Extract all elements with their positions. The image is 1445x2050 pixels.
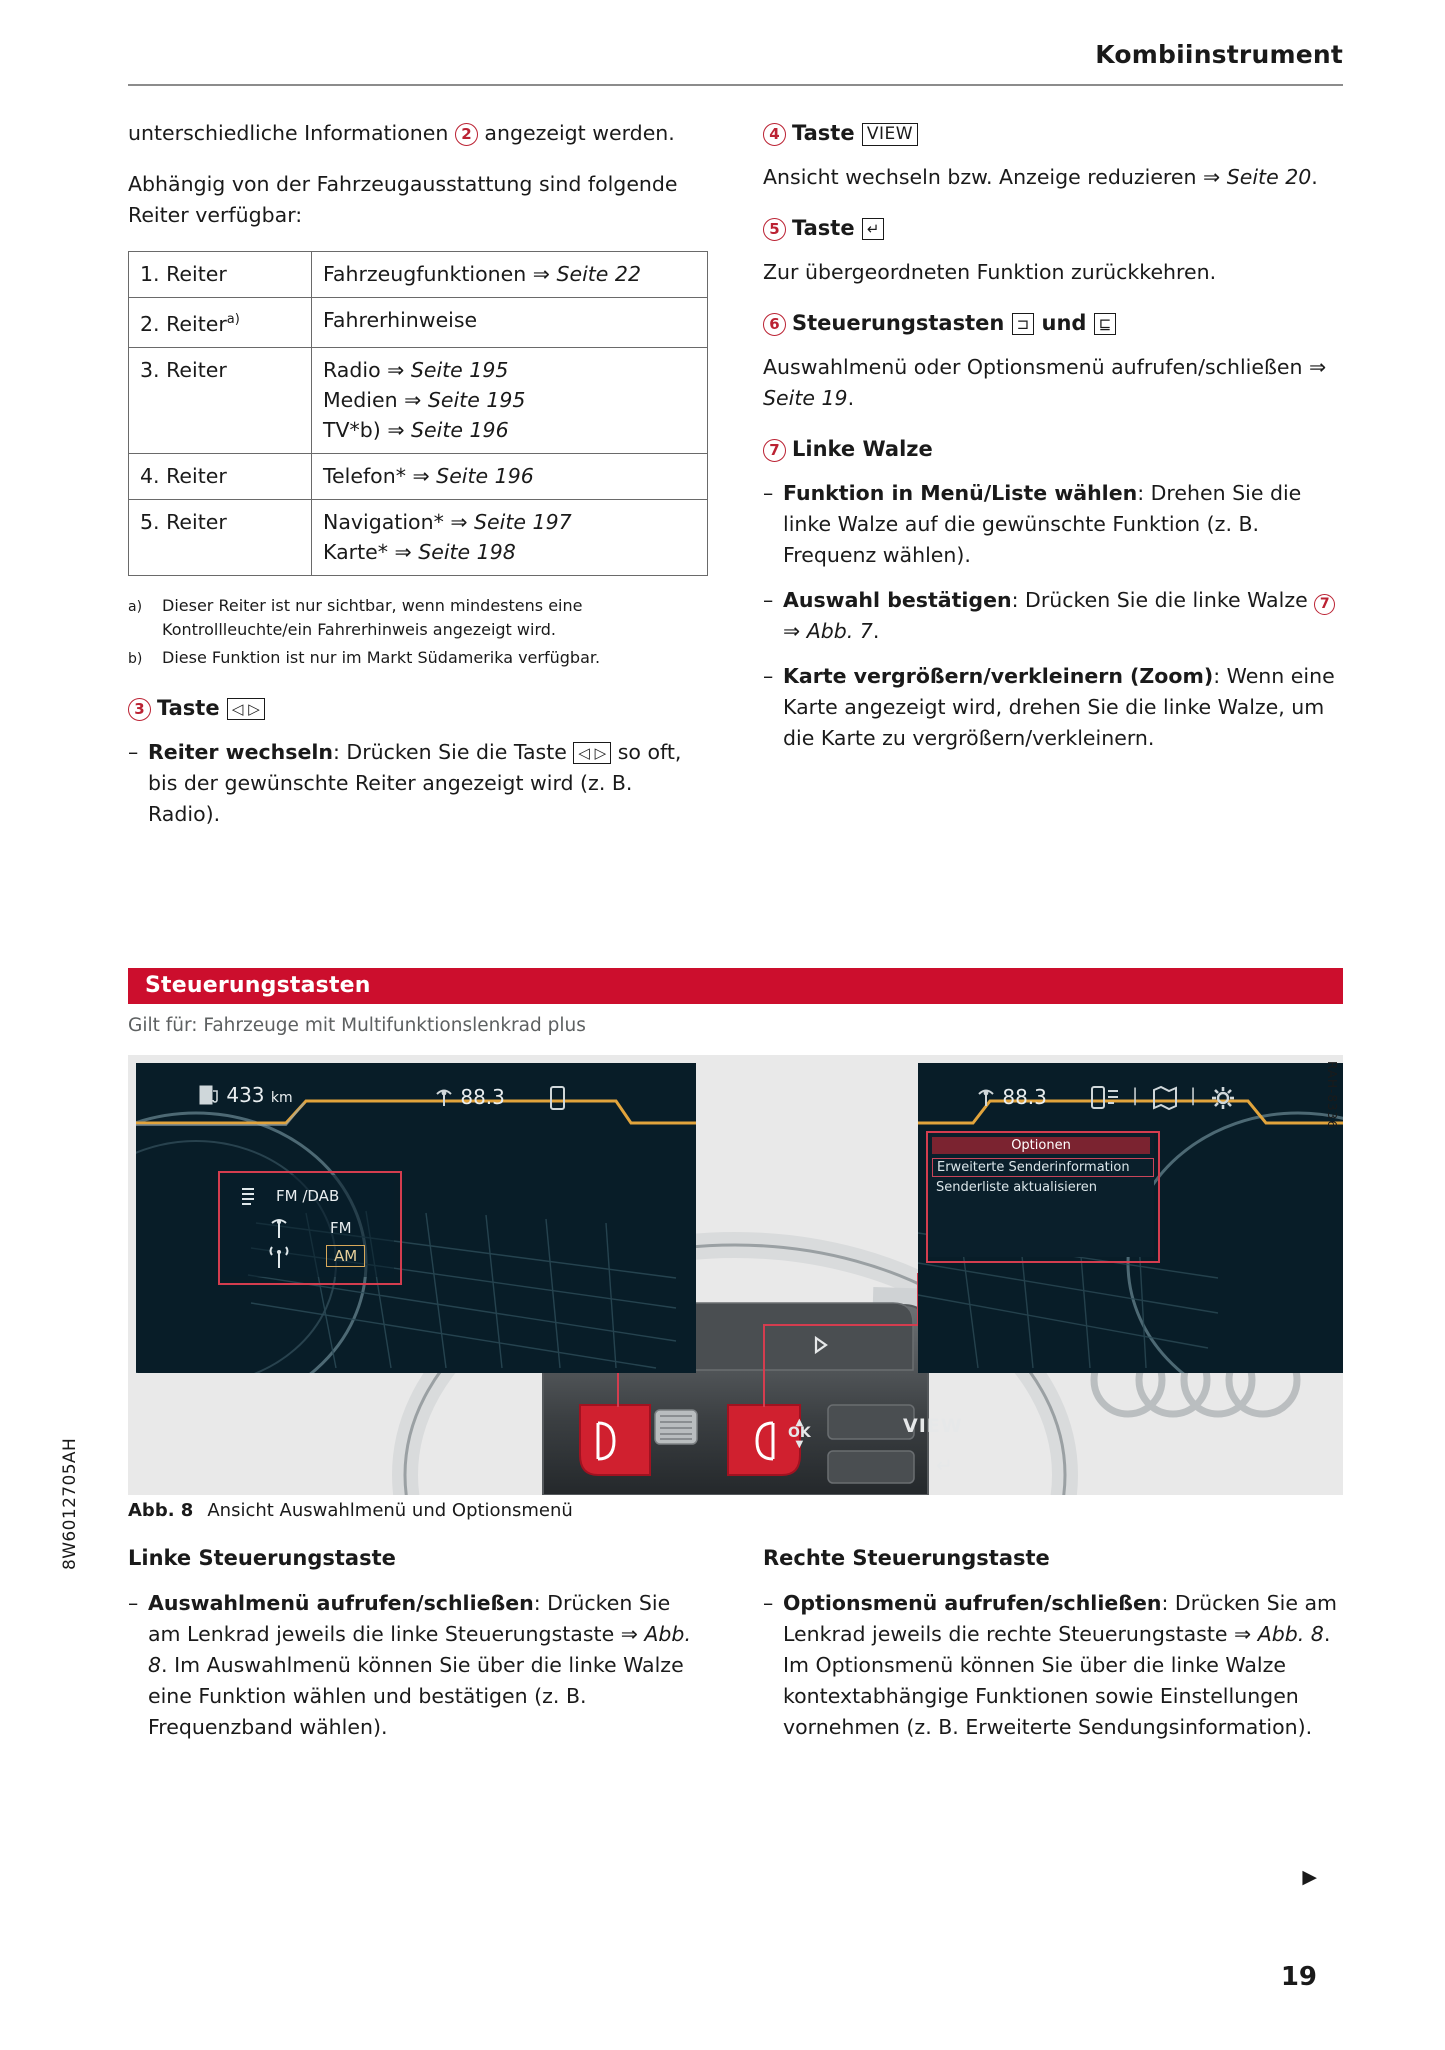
list-item [763, 585, 1343, 647]
phone-list-icon [548, 1085, 572, 1111]
gear-icon [1210, 1085, 1236, 1111]
reiter-value-text: Radio [323, 357, 388, 382]
reiter-label-cell [129, 298, 312, 348]
callout-5-text: Zur übergeordneten Funktion zurückkehren. [763, 260, 1217, 284]
table-row [129, 298, 708, 348]
bottom-right-bullets [763, 1588, 1343, 1743]
reiter-label-cell [129, 347, 312, 453]
ref-marker-7: 7 [1314, 594, 1335, 615]
phone-list-icon [1090, 1085, 1120, 1111]
bullet-title: Auswahl bestätigen [783, 588, 1012, 612]
options-menu-item-0[interactable]: Erweiterte Senderinformation [932, 1158, 1154, 1177]
reiter-value-cell [312, 252, 708, 298]
reiter-value-cell [312, 298, 708, 348]
reiter-value-text: Telefon* [323, 463, 413, 488]
callout-marker-6: 6 [763, 313, 786, 336]
selection-menu [222, 1175, 394, 1277]
footnote-a-mark: a) [128, 598, 143, 615]
antenna-icon [976, 1086, 996, 1108]
reiter-value-text: Karte* [323, 539, 395, 564]
reiter-value-text: Fahrerhinweise [323, 308, 478, 332]
reiter-table [128, 251, 708, 576]
left-frequency-value: 88.3 [460, 1085, 505, 1109]
footnote-b-mark: b) [128, 650, 143, 667]
up-arrow-icon: ▲ [795, 1417, 804, 1428]
reiter-value-ref[interactable]: ⇒ Seite 195 [387, 357, 509, 382]
left-frequency-readout [434, 1085, 505, 1109]
text6-pre: Auswahlmenü oder Optionsmenü aufrufen/schließen [763, 355, 1309, 379]
figure-inner [128, 1055, 1343, 1495]
callout-7-heading [763, 434, 1343, 464]
list-icon [238, 1185, 260, 1209]
bullet-text-b: . [872, 619, 880, 643]
right-control-key-icon: ⊑ [1094, 313, 1117, 335]
bullet-text-b: so oft, bis der gewünschte Reiter angezeigt wird (z. B. Radio). [148, 739, 682, 826]
callout-marker-4: 4 [763, 123, 786, 146]
reiter-line [323, 415, 696, 445]
footnote-a-text: Dieser Reiter ist nur sichtbar, wenn mindestens eine Kontrollleuchte/ein Fahrerhinweis angezeigt wird. [162, 595, 583, 639]
am-antenna-icon [266, 1245, 292, 1271]
callout-6-conj: und [1041, 311, 1087, 335]
left-control-key-icon: ⊐ [1012, 313, 1035, 335]
reiter-label: 2. Reiter [140, 311, 227, 336]
bullet-title: Auswahlmenü aufrufen/schließen [148, 1591, 534, 1615]
reiter-label: 4. Reiter [140, 463, 227, 488]
options-menu-title: Optionen [932, 1137, 1150, 1154]
footnote-marker-a: a) [226, 312, 240, 327]
back-button-label[interactable]: ↵ [936, 1453, 953, 1477]
reiter-line [323, 355, 696, 385]
reiter-value-ref[interactable]: ⇒ Seite 196 [387, 417, 509, 442]
bullet-text: : Wenn eine Karte angezeigt wird, drehen Sie die linke Walze, um die Karte zu vergrößern/verkleinern. [783, 664, 1335, 750]
reiter-value-ref[interactable]: ⇒ Seite 196 [412, 463, 534, 488]
table-row [129, 252, 708, 298]
divider-icon: | [1190, 1085, 1197, 1106]
callout-7-bullets [763, 478, 1343, 754]
footnote-a [128, 594, 708, 642]
section-band-title: Steuerungstasten [145, 973, 371, 998]
ok-button-label: OK [788, 1425, 811, 1441]
bullet-title: Funktion in Menü/Liste wählen [783, 481, 1138, 505]
reiter-value-ref[interactable]: ⇒ Seite 197 [450, 509, 572, 534]
ok-button-cluster[interactable] [788, 1417, 811, 1450]
list-item [128, 1588, 708, 1743]
table-row [129, 453, 708, 499]
figure-caption-text: Ansicht Auswahlmenü und Optionsmenü [207, 1500, 573, 1521]
footnote-b [128, 646, 708, 671]
reiter-table-body [129, 252, 708, 576]
reiter-line [323, 537, 696, 567]
bottom-left-heading: Linke Steuerungstaste [128, 1546, 396, 1570]
intro-paragraph-1 [128, 118, 708, 149]
fuel-range-value: 433 [226, 1083, 265, 1107]
callout-marker-5: 5 [763, 218, 786, 241]
text4-post: . [1311, 165, 1318, 189]
header-title: Kombiinstrument [1095, 40, 1343, 69]
text4-pre: Ansicht wechseln bzw. Anzeige reduzieren [763, 165, 1204, 189]
reiter-label-cell [129, 499, 312, 575]
callout-3-heading [128, 693, 708, 723]
fuel-pump-icon [198, 1083, 220, 1107]
list-item [128, 737, 708, 830]
back-key-icon: ↵ [862, 218, 885, 240]
bullet-ref[interactable]: ⇒ Abb. 8 [1234, 1622, 1324, 1646]
reiter-value-cell [312, 453, 708, 499]
map-icon [1152, 1085, 1178, 1111]
callout-6-heading [763, 308, 1343, 338]
down-arrow-icon: ▼ [795, 1439, 804, 1450]
view-key-icon: VIEW [862, 123, 918, 146]
antenna-icon [268, 1215, 290, 1241]
header-rule [128, 84, 1343, 86]
table-row [129, 347, 708, 453]
antenna-icon [434, 1086, 454, 1108]
bullet-text-a: : Drücken Sie die Taste [332, 739, 574, 764]
bottom-left-bullets [128, 1588, 708, 1743]
footnote-b-text: Diese Funktion ist nur im Markt Südamerika verfügbar. [162, 647, 601, 667]
figure-caption-label: Abb. 8 [128, 1500, 194, 1521]
callout-7-label: Linke Walze [792, 437, 933, 461]
view-button-label[interactable]: VIEW [903, 1415, 963, 1437]
bottom-right-column [763, 1543, 1343, 1759]
bullet-text-b: . Im Optionsmenü können Sie über die linke Walze kontextabhängige Funktionen sowie Einstellungen vornehmen (z. B. Erweiterte Sendungsinformation). [783, 1622, 1331, 1739]
options-menu [928, 1133, 1154, 1257]
page-number: 19 [1280, 1962, 1317, 1992]
callout-4-label: Taste [792, 121, 855, 145]
callout-5-label: Taste [792, 216, 855, 240]
menu-item-am[interactable]: AM [326, 1245, 365, 1267]
table-row [129, 499, 708, 575]
reiter-label: 3. Reiter [140, 357, 227, 382]
figure-8 [128, 1055, 1343, 1495]
right-column [763, 118, 1343, 770]
right-cluster-display [918, 1063, 1343, 1373]
left-cluster-display [136, 1063, 696, 1373]
callout-4-heading [763, 118, 1343, 148]
intro-post: angezeigt werden. [477, 121, 675, 145]
callout-6-text [763, 352, 1343, 414]
section-applies-to: Gilt für: Fahrzeuge mit Multifunktionslenkrad plus [128, 1015, 586, 1036]
page-header [128, 40, 1343, 69]
right-frequency-readout [976, 1085, 1047, 1109]
reiter-line [323, 507, 696, 537]
bullet-ref[interactable]: ⇒ Abb. 8 [148, 1622, 691, 1677]
reiter-value-cell [312, 347, 708, 453]
bottom-left-column [128, 1543, 708, 1759]
reiter-value-text: Fahrzeugfunktionen [323, 262, 533, 286]
text6-post: . [847, 386, 855, 410]
bullet-text-a: : Drücken Sie am Lenkrad jeweils die linke Steuerungstaste [148, 1591, 671, 1646]
list-item [763, 1588, 1343, 1743]
reiter-label: 5. Reiter [140, 509, 227, 534]
right-frequency-value: 88.3 [1002, 1085, 1047, 1109]
reiter-value-ref[interactable]: ⇒ Seite 198 [394, 539, 516, 564]
reiter-label-cell [129, 252, 312, 298]
callout-3-bullets [128, 737, 708, 830]
fuel-range-unit: km [270, 1090, 293, 1106]
bottom-right-heading: Rechte Steuerungstaste [763, 1546, 1050, 1570]
fuel-range-readout [198, 1083, 293, 1107]
callout-3-label: Taste [157, 695, 220, 720]
divider-icon: | [1132, 1085, 1139, 1106]
reiter-value-text: Navigation* [323, 509, 451, 534]
tab-switch-key-icon: ◁ ▷ [227, 698, 265, 720]
reiter-label-cell [129, 453, 312, 499]
intro-pre: unterschiedliche Informationen [128, 121, 455, 145]
text6-ref[interactable]: ⇒ Seite 19 [763, 355, 1327, 410]
reiter-value-ref[interactable]: ⇒ Seite 195 [404, 387, 526, 412]
reiter-line [323, 385, 696, 415]
document-side-code: 8W6012705AH [60, 1437, 80, 1570]
reiter-value-ref[interactable]: ⇒ Seite 22 [532, 262, 642, 286]
bullet-text-b: . Im Auswahlmenü können Sie über die linke Walze eine Funktion wählen und bestätigen (z. B. Frequenzband wählen). [148, 1653, 684, 1739]
menu-item-fm[interactable]: FM [330, 1219, 352, 1237]
bullet-text-a: : Drücken Sie die linke Walze [1011, 588, 1315, 612]
text4-ref[interactable]: ⇒ Seite 20 [1203, 165, 1312, 189]
callout-4-text [763, 162, 1343, 193]
left-column [128, 118, 708, 846]
reiter-value-cell [312, 499, 708, 575]
bullet-text-a: : Drücken Sie am Lenkrad jeweils die rechte Steuerungstaste [783, 1591, 1338, 1646]
figure-caption [128, 1500, 1343, 1521]
list-item [763, 661, 1343, 754]
callout-5-heading [763, 213, 1343, 243]
reiter-value-text: TV*b) [323, 417, 388, 442]
intro-paragraph-2: Abhängig von der Fahrzeugausstattung sind folgende Reiter verfügbar: [128, 172, 678, 227]
options-menu-item-1[interactable]: Senderliste aktualisieren [936, 1180, 1098, 1195]
callout-6-label: Steuerungstasten [792, 311, 1005, 335]
bullet-title: Optionsmenü aufrufen/schließen [783, 1591, 1162, 1615]
bullet-title: Reiter wechseln [148, 739, 333, 764]
list-item [763, 478, 1343, 571]
ref-marker-2: 2 [455, 123, 478, 146]
footnotes [128, 594, 708, 671]
reiter-value-text: Medien [323, 387, 405, 412]
bullet-title: Karte vergrößern/verkleinern (Zoom) [783, 664, 1214, 688]
next-page-marker: ▶ [1302, 1866, 1317, 1888]
bullet-text: : Drehen Sie die linke Walze auf die gewünschte Funktion (z. B. Frequenz wählen). [783, 481, 1302, 567]
callout-marker-7: 7 [763, 439, 786, 462]
bullet-ref[interactable]: ⇒ Abb. 7 [783, 619, 873, 643]
reiter-label: 1. Reiter [140, 262, 227, 286]
menu-item-fm-dab[interactable]: FM /DAB [276, 1187, 340, 1205]
tab-switch-key-icon: ◁ ▷ [573, 742, 611, 764]
figure-image-code: RAH-8336 [1325, 1061, 1339, 1129]
callout-marker-3: 3 [128, 698, 151, 721]
